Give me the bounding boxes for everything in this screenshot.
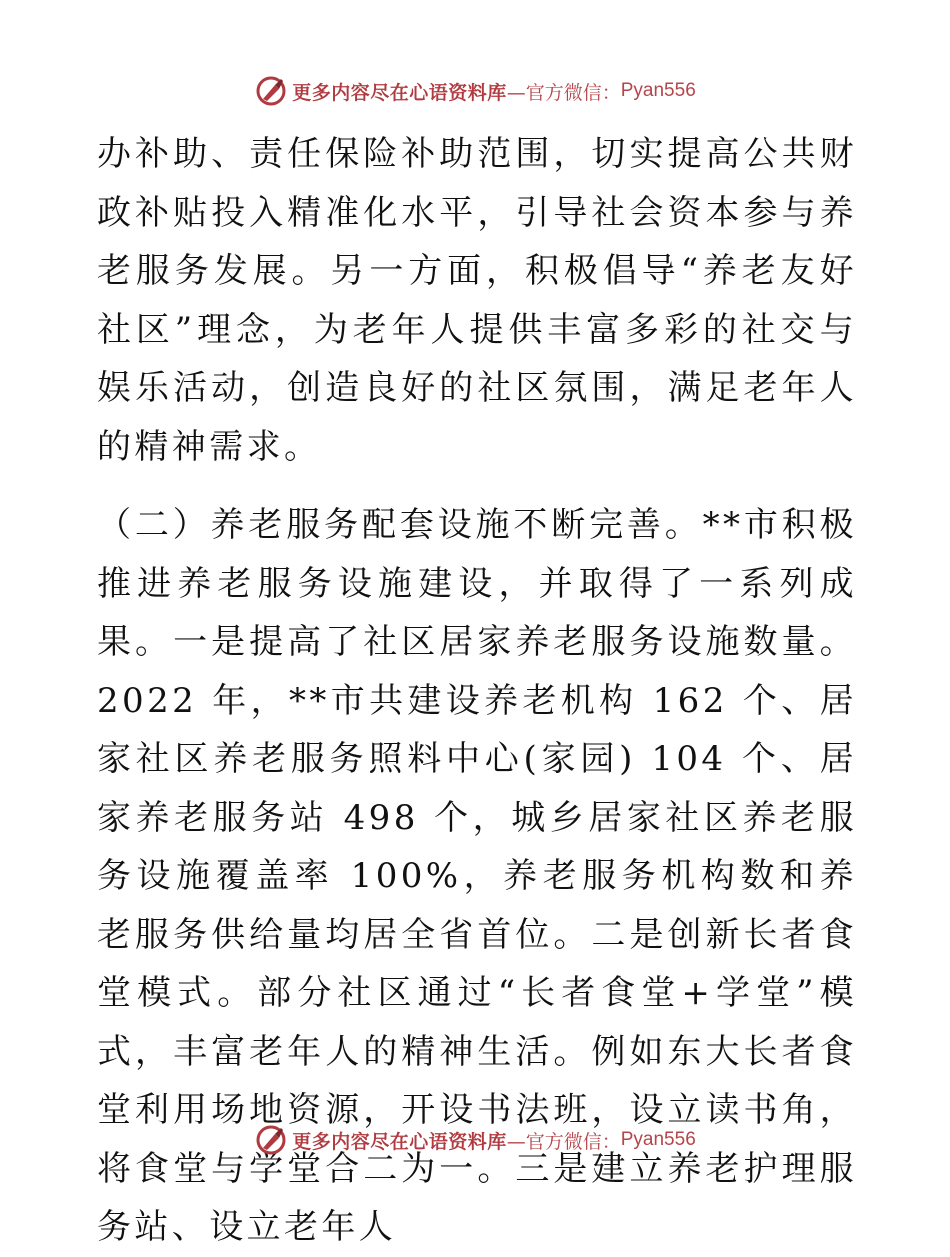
paragraph-2: （二）养老服务配套设施不断完善。**市积极推进养老服务设施建设，并取得了一系列成果。一是提高了社区居家养老服务设施数量。2022 年，**市共建设养老机构 162 个、居家社区养老服务照料中心(家园) 104 个、居家养老服务站 498 个，城乡居家社区养老服务设施覆盖率 100%，养老服务机构数和养老服务供给量均居全省首位。二是创新长者食堂模式。部分社区通过“长者食堂+学堂”模式，丰富老年人的精神生活。例如东大长者食堂利用场地资源，开设书法班，设立读书角，将食堂与学堂合二为一。三是建立养老护理服务站、设立老年人	[97, 505, 857, 1247]
watermark-brand: 更多内容尽在心语资料库	[292, 81, 507, 104]
footer-watermark	[0, 1122, 950, 1158]
paragraph-1: 办补助、责任保险补助范围，切实提高公共财政补贴投入精准化水平，引导社会资本参与养老服务发展。另一方面，积极倡导“养老友好社区”理念，为老年人提供丰富多彩的社交与娱乐活动，创造良好的社区氛围，满足老年人的精神需求。	[97, 134, 857, 467]
watermark-wechat-id: Pyan556	[620, 80, 696, 101]
watermark-brand: 更多内容尽在心语资料库	[292, 1130, 507, 1153]
watermark-wechat-label: —官方微信：	[506, 81, 621, 104]
watermark-wechat-id: Pyan556	[620, 1129, 696, 1150]
watermark-wechat-label: —官方微信：	[506, 1130, 621, 1153]
pen-nib-logo-icon	[254, 1123, 288, 1157]
header-watermark	[0, 73, 950, 109]
pen-nib-logo-icon	[254, 74, 288, 108]
document-body	[97, 125, 857, 1257]
